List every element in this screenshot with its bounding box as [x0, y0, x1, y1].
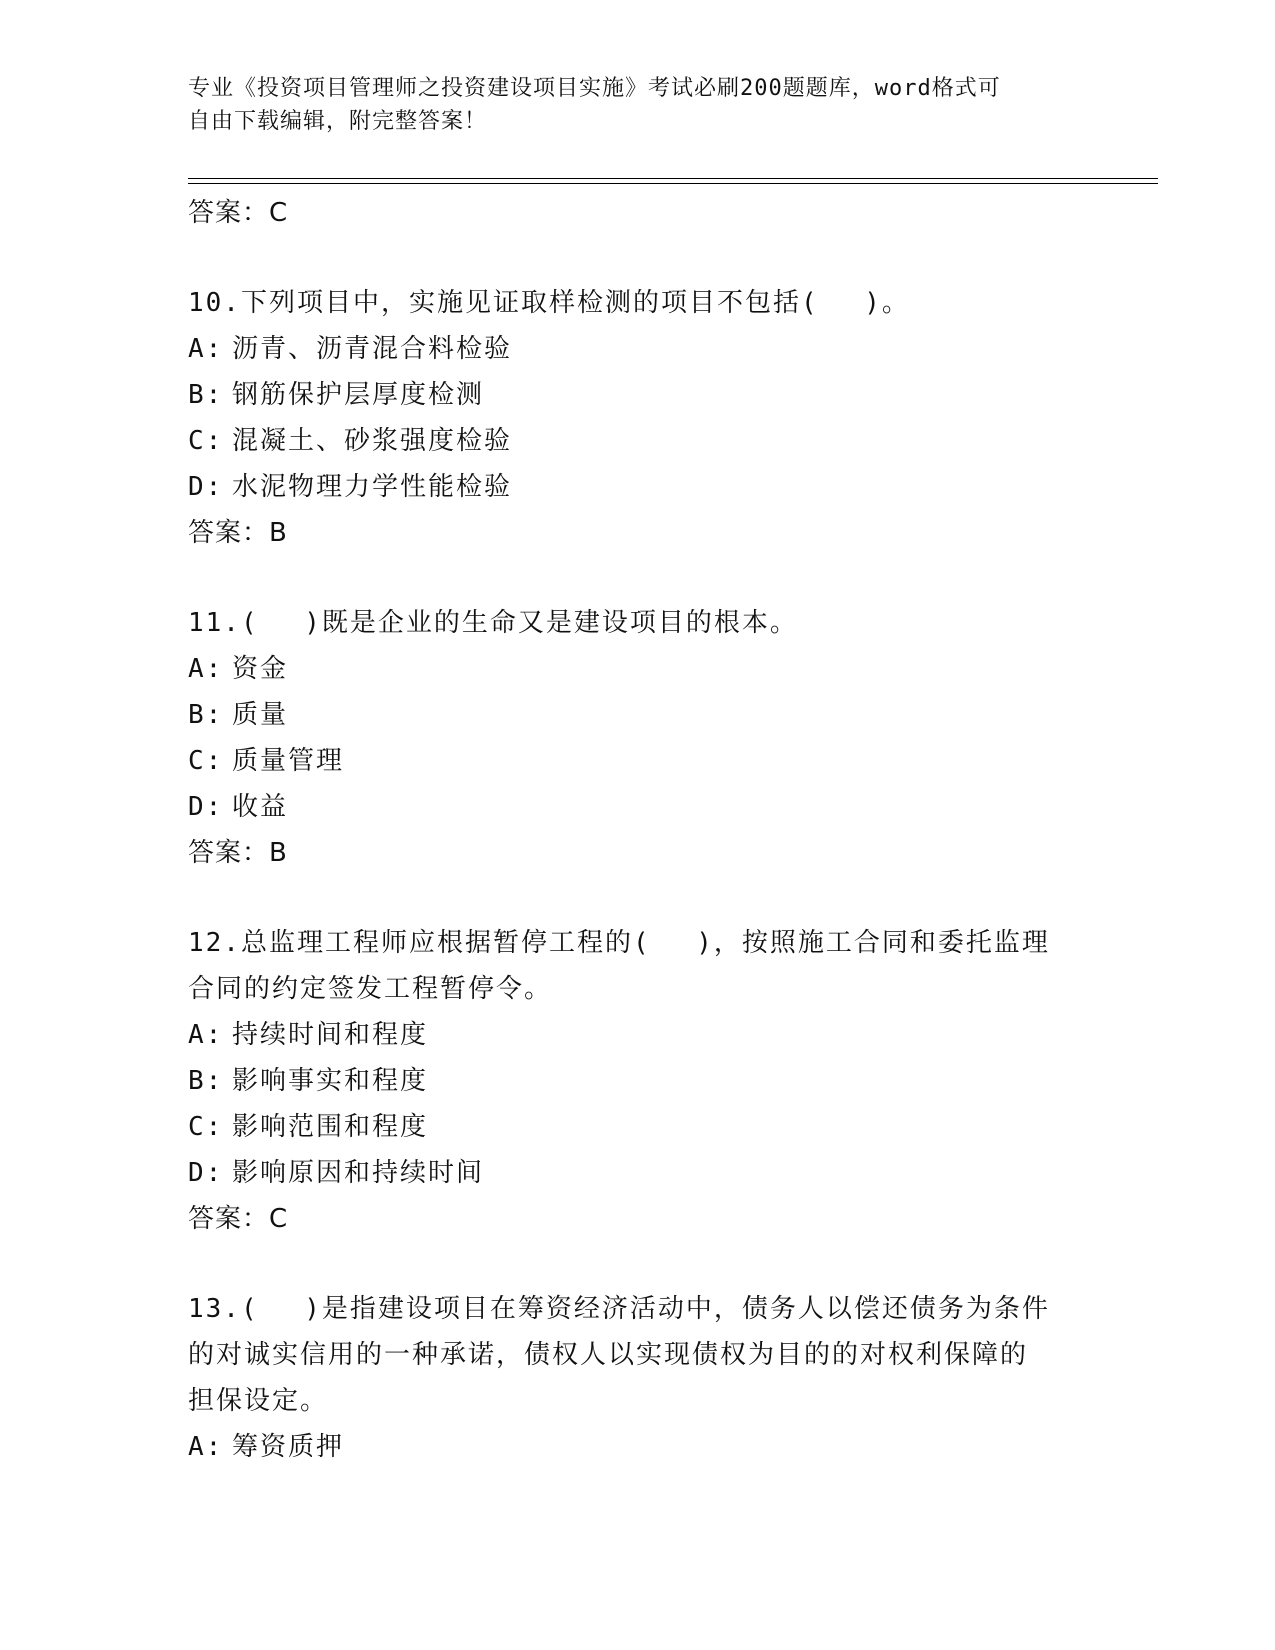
option-a [188, 646, 1088, 692]
header-line-2: 自由下载编辑，附完整答案！ [188, 109, 488, 134]
header-divider-top [188, 178, 1158, 179]
option-d [188, 1150, 1088, 1196]
answer-line: 答案：B [188, 518, 288, 548]
option-key: B: [188, 1066, 224, 1096]
option-c [188, 1104, 1088, 1150]
option-a [188, 1012, 1088, 1058]
option-key: C: [188, 426, 224, 456]
option-key: A: [188, 1432, 224, 1462]
option-text: 收益 [232, 792, 289, 822]
question-11 [188, 600, 1088, 876]
question-list [188, 190, 1088, 1470]
option-a [188, 326, 1088, 372]
answer-line: 答案：B [188, 838, 288, 868]
option-b [188, 692, 1088, 738]
header-divider-bottom [188, 183, 1158, 184]
option-key: A: [188, 334, 224, 364]
spacer [188, 556, 1088, 600]
option-key: A: [188, 654, 224, 684]
page-header [188, 72, 1068, 138]
option-d [188, 464, 1088, 510]
answer-line: 答案：C [188, 1204, 289, 1234]
option-key: C: [188, 746, 224, 776]
option-text: 影响原因和持续时间 [232, 1158, 485, 1188]
option-a [188, 1424, 1088, 1470]
option-c [188, 738, 1088, 784]
spacer [188, 876, 1088, 920]
question-12 [188, 920, 1088, 1242]
option-key: B: [188, 380, 224, 410]
option-text: 资金 [232, 654, 289, 684]
spacer [188, 236, 1088, 280]
option-text: 筹资质押 [232, 1432, 345, 1462]
option-key: B: [188, 700, 224, 730]
option-text: 钢筋保护层厚度检测 [232, 380, 485, 410]
question-10 [188, 280, 1088, 556]
option-key: D: [188, 472, 224, 502]
option-text: 质量 [232, 700, 289, 730]
question-stem: 11.( )既是企业的生命又是建设项目的根本。 [188, 608, 798, 638]
question-stem-line-1: 12.总监理工程师应根据暂停工程的( )，按照施工合同和委托监理 [188, 928, 1050, 958]
spacer [188, 1242, 1088, 1286]
option-b [188, 1058, 1088, 1104]
question-stem-line-3: 担保设定。 [188, 1386, 329, 1416]
option-d [188, 784, 1088, 830]
option-key: C: [188, 1112, 224, 1142]
option-key: D: [188, 792, 224, 822]
option-text: 水泥物理力学性能检验 [232, 472, 513, 502]
option-key: D: [188, 1158, 224, 1188]
option-text: 影响事实和程度 [232, 1066, 429, 1096]
option-text: 持续时间和程度 [232, 1020, 429, 1050]
header-line-1: 专业《投资项目管理师之投资建设项目实施》考试必刷200题题库，word格式可 [188, 76, 1001, 101]
option-text: 沥青、沥青混合料检验 [232, 334, 513, 364]
option-key: A: [188, 1020, 224, 1050]
answer-line: 答案：C [188, 198, 289, 228]
question-stem-line-2: 的对诚实信用的一种承诺，债权人以实现债权为目的的对权利保障的 [188, 1340, 1029, 1370]
option-text: 影响范围和程度 [232, 1112, 429, 1142]
question-stem-line-2: 合同的约定签发工程暂停令。 [188, 974, 553, 1004]
option-b [188, 372, 1088, 418]
option-text: 质量管理 [232, 746, 345, 776]
option-c [188, 418, 1088, 464]
question-stem: 10.下列项目中，实施见证取样检测的项目不包括( )。 [188, 288, 910, 318]
option-text: 混凝土、砂浆强度检验 [232, 426, 513, 456]
question-stem-line-1: 13.( )是指建设项目在筹资经济活动中，债务人以偿还债务为条件 [188, 1294, 1050, 1324]
question-13 [188, 1286, 1088, 1470]
